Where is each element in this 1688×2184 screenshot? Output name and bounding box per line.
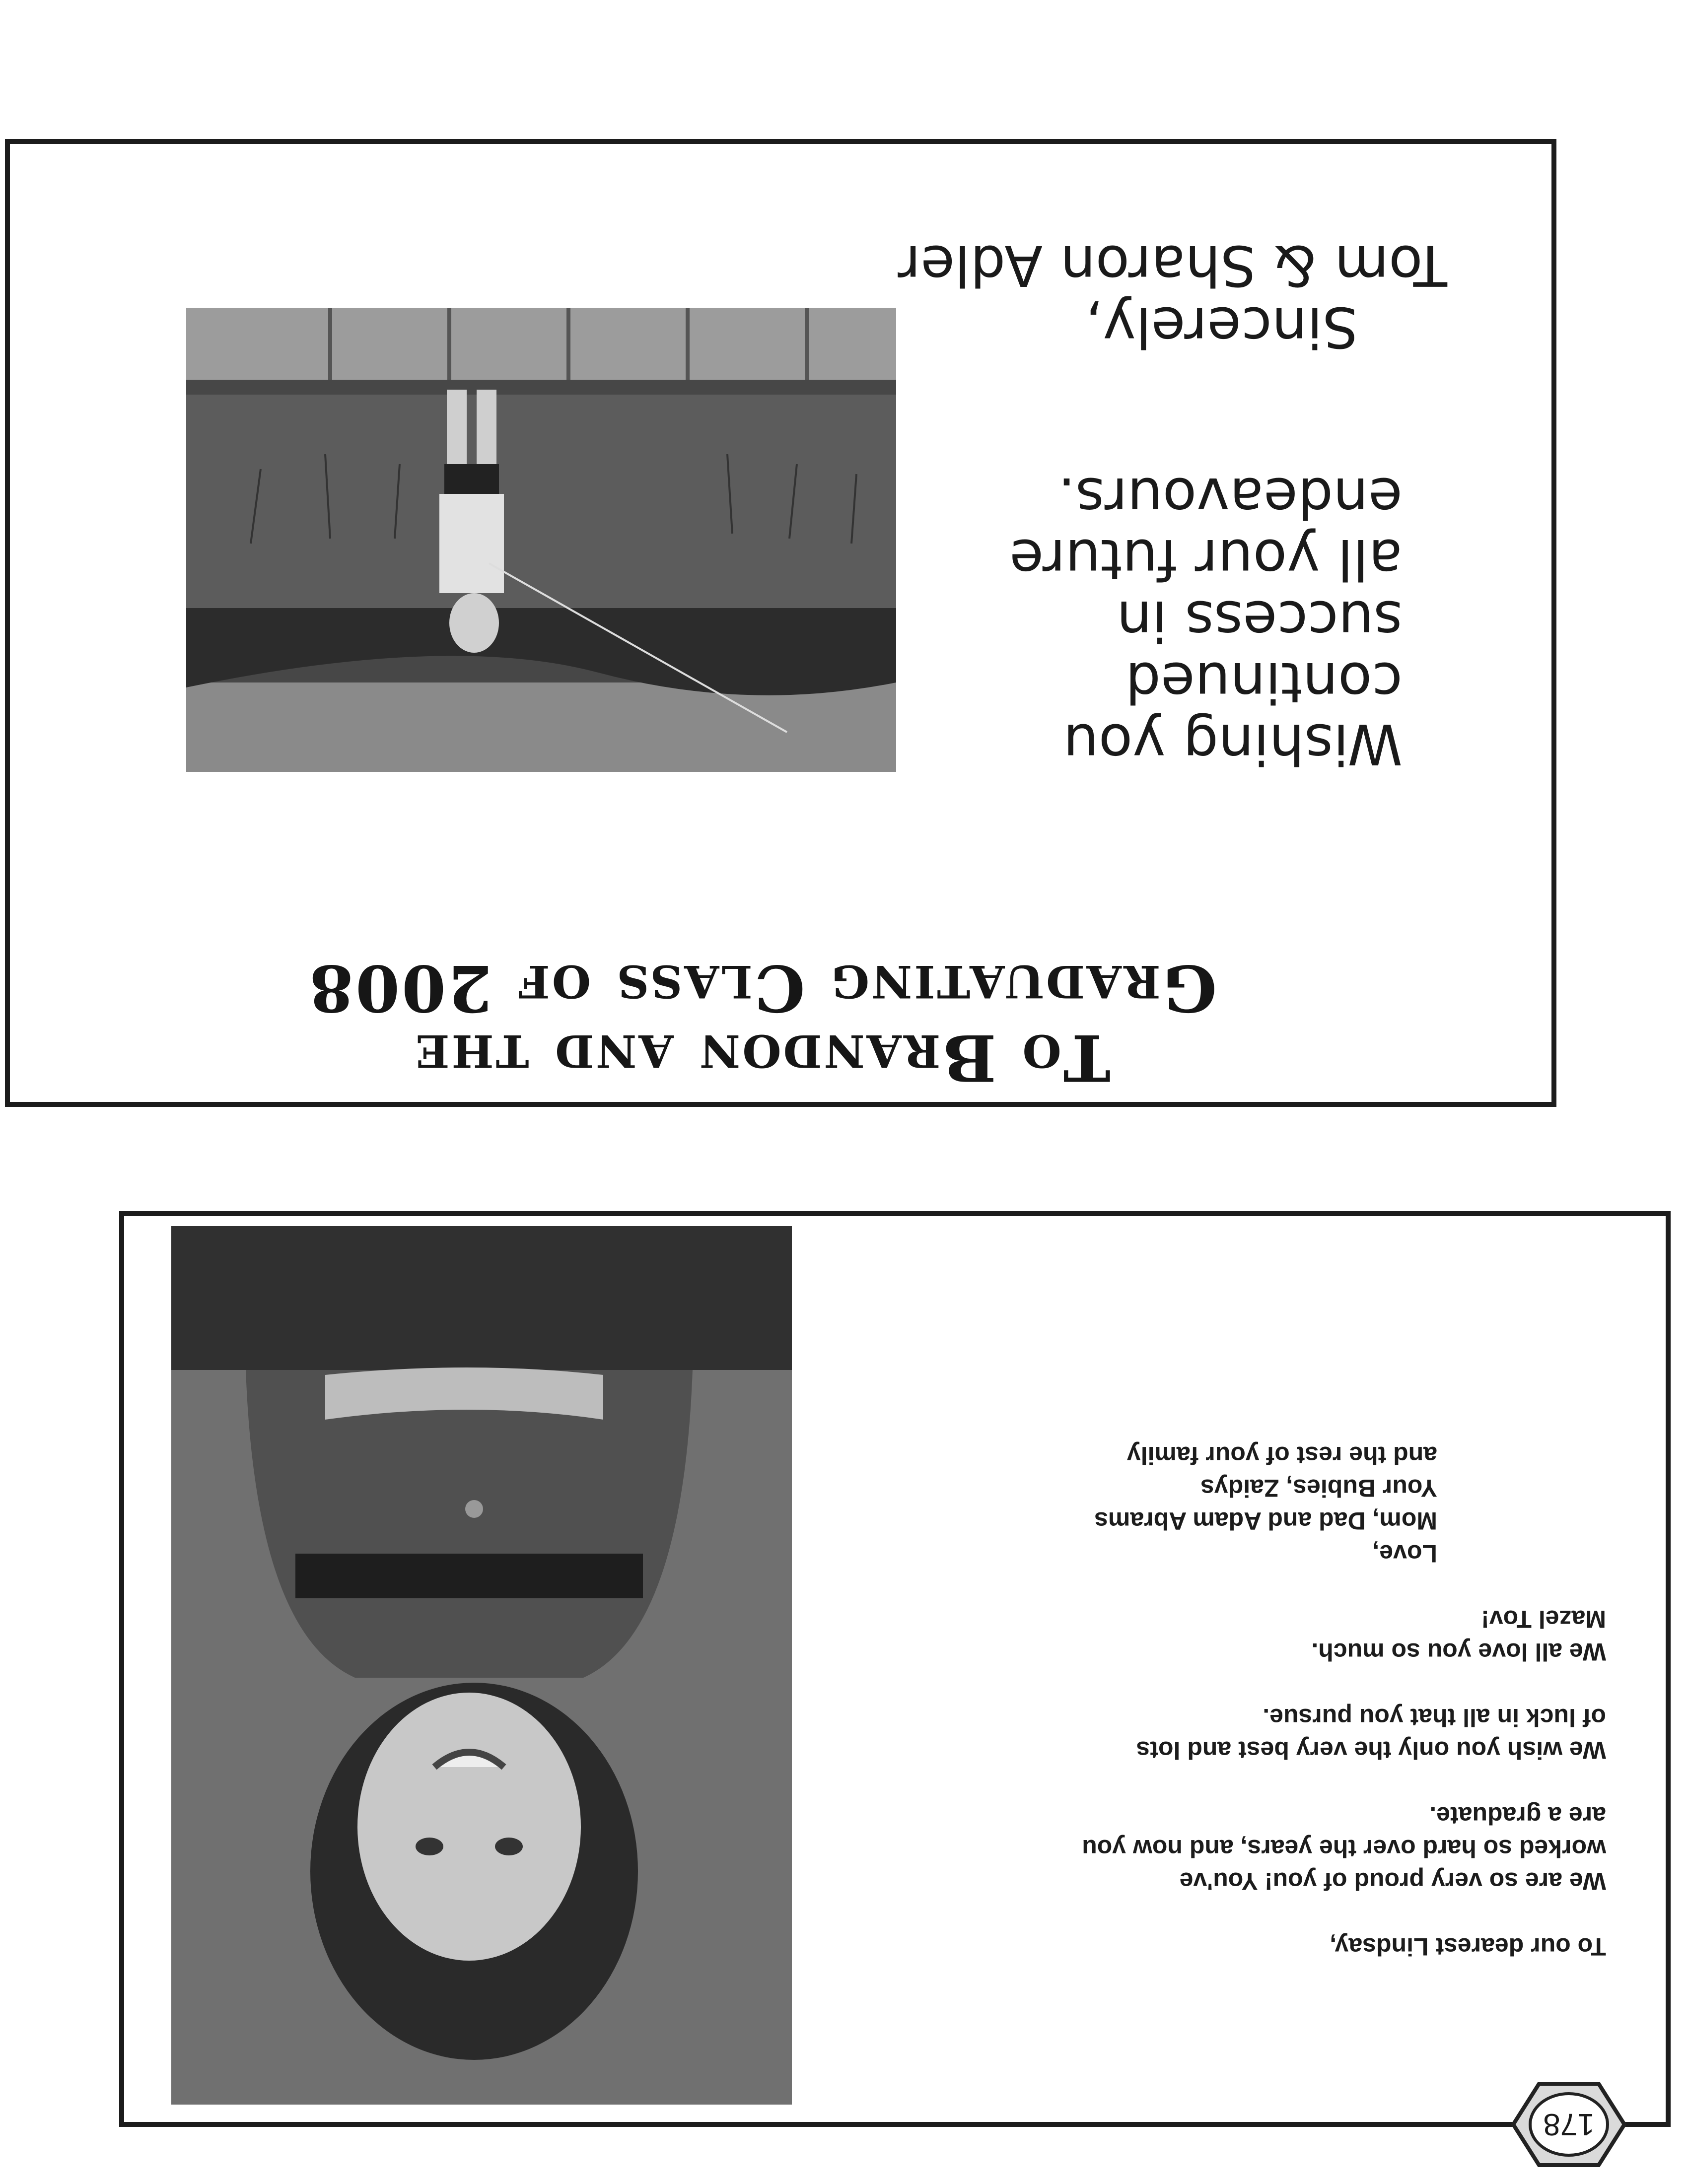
lindsay-ad-panel [119,1211,1671,2127]
wish-message [896,467,1492,774]
letter-line: We are so very proud of you! You've [1179,1867,1606,1895]
signoff-line: Sincerely, [1085,294,1358,359]
message-line: continued success in [1117,588,1403,714]
page-number-badge [1509,2080,1628,2169]
letter-greeting: To our dearest Lindsay, [1330,1933,1606,1961]
fishing-photo [186,308,896,772]
letter-line: are a graduate. [1429,1802,1606,1830]
headline-line: To Brandon and the [414,1020,1111,1094]
lindsay-portrait-photo [171,1226,792,2105]
letter-closing [861,1439,1606,1570]
closing-line: Your Bubies, Zaidys [1200,1474,1437,1502]
message-line: Wishing you [1063,711,1403,776]
closing-line: Love, [1372,1540,1437,1568]
letter-line: worked so hard over the years, and now you [1082,1835,1606,1862]
letter-line: We all love you so much. [1311,1638,1606,1666]
message-line: endeavours. [1057,465,1403,530]
letter-paragraph-2 [861,1701,1606,1767]
letter-line: of luck in all that you pursue. [1263,1704,1606,1731]
letter-paragraph-3 [861,1603,1606,1668]
letter-paragraph-1 [861,1799,1606,1898]
closing-line: Mom, Dad and Adam Abrams [1094,1507,1437,1535]
lindsay-letter [861,1406,1606,1963]
headline-line: Graduating Class of 2008 [307,951,1217,1025]
closing-line: and the rest of your family [1126,1441,1437,1469]
letter-line: Mazel Tov! [1481,1605,1606,1633]
signoff [846,234,1492,357]
page-number: 178 [1543,2107,1595,2142]
letter-line: We wish you only the very best and lots [1136,1736,1606,1764]
headline [27,953,1497,1092]
message-line: all your future [1009,527,1403,591]
signoff-signature: Tom & Sharon Adler [898,233,1447,297]
brandon-ad-panel [5,139,1556,1107]
